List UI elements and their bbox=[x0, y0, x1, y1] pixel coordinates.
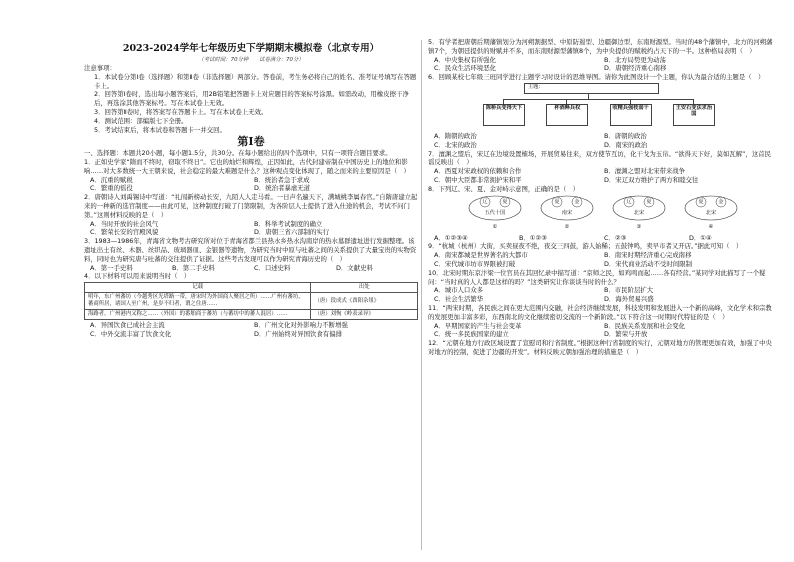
question bbox=[84, 158, 418, 193]
option: B．民族关系发展和社会变化 bbox=[604, 321, 686, 330]
ring-number: ① bbox=[492, 223, 498, 230]
options-grid bbox=[428, 132, 774, 150]
question bbox=[428, 242, 774, 268]
ring-number: ④ bbox=[708, 223, 714, 230]
question-stem: 2．唐朝诗人刘禹锡诗中写道：“礼闱新榜动长安，九陌人人走马看。一日声名遍天下，满城桃李属春官。”自隋唐建立起来的一种新的选官制度——由此可见，这种制度打破了门第限制，为各阶层人士提供了进入仕途的机会，考试不问门第。”这则材料反映的是（ ） bbox=[84, 193, 418, 219]
option: B．①②③ bbox=[519, 233, 547, 242]
notes-heading: 注意事项： bbox=[84, 64, 116, 72]
options-grid bbox=[84, 220, 418, 238]
option: A．①②③④ bbox=[434, 233, 468, 242]
confrontation-diagram bbox=[684, 195, 738, 221]
option: A．隋朝的政治 bbox=[434, 131, 477, 140]
ring-label-top-left: 辽 bbox=[482, 198, 488, 205]
confrontation-diagrams bbox=[428, 195, 774, 233]
option: C．②③ bbox=[604, 233, 627, 242]
options-grid bbox=[428, 56, 774, 74]
option: D．海外贸易兴盛 bbox=[604, 295, 654, 304]
notes-item: 2．回答第Ⅰ卷时，选出每小题答案后，用2B铅笔把答题卡上对应题目的答案标号涂黑。如需改动，用橡皮擦干净后，再选涂其他答案标号。写在本试卷上无效。 bbox=[94, 90, 409, 108]
option: A．沉重的赋税 bbox=[90, 175, 133, 184]
question-stem: 4．以下材料可以用来说明当时（ ） bbox=[84, 272, 191, 281]
exam-title: 2023-2024学年七年级历史下学期期末模拟卷（北京专用） bbox=[122, 43, 380, 54]
question-stem: 1．正如史学家“隋而不终时，窃取不终日”。它也的灿烂和辉煌，正因如此，古代封建帝制在中国历史上的地位和影响……对大多数统一大王朝来说，社会稳定的最大难题是什么？这种观点变化体现了，随之而来的主要原因是（ ） bbox=[84, 157, 410, 175]
question bbox=[428, 269, 774, 304]
questions-right bbox=[428, 38, 774, 357]
mind-map-diagram bbox=[428, 83, 774, 131]
ring-label-top-right: 金 bbox=[574, 198, 580, 205]
option: A．西夏对宋政权的依赖和合作 bbox=[434, 167, 522, 176]
question-stem: 10．北宋时期东京汴梁一位官员在其回忆录中描写道：“京师之民，如鸡鸣而起……各有经营。”某同学对此描写了一个疑问：“当时真的人人都是这样的吗？”这类研究让你谈谈当时的什么？ bbox=[428, 268, 766, 286]
options-grid bbox=[428, 167, 774, 185]
table-cell: （唐）段成式《酉阳杂俎》 bbox=[311, 293, 418, 310]
question-stem: 8．下列辽、宋、夏、金对峙示意图，正确的是（ ） bbox=[428, 184, 580, 193]
ring-number: ③ bbox=[636, 223, 642, 230]
mind-map-leaf: 陈桥兵变得天下 bbox=[483, 104, 525, 126]
option: A．中央集权有所强化 bbox=[434, 55, 496, 64]
section-intro: 一、选择题：本题共20小题，每小题1.5分，共30分。在每小题给出的四个选项中，只有一项符合题目要求。 bbox=[84, 149, 392, 158]
option: D．宋代商业活动不受时间限制 bbox=[604, 259, 692, 268]
juan-title: 第Ⅰ卷 bbox=[237, 135, 265, 149]
notes-item: 4．测试范围：部编版七下全册。 bbox=[94, 116, 188, 125]
option: C．宋代城市坊市界限被打破 bbox=[434, 259, 516, 268]
options-grid bbox=[84, 321, 418, 339]
option: A．早期国家的产生与社会变革 bbox=[434, 321, 522, 330]
table-cell: （唐）刘恂《岭表录异》 bbox=[311, 310, 418, 320]
question bbox=[428, 339, 774, 357]
option: A．异国饮食已成社会主流 bbox=[90, 321, 165, 330]
question bbox=[428, 185, 774, 243]
ring-label-top-right: 夏 bbox=[502, 198, 508, 205]
table-cell: 明年，东广州蕃坊（今越秀区光塔路一带，唐宋时为外国商人聚居之所）……广州有蕃坊，蕃商所居，诸国人至广州，是岁不归者，谓之住唐…… bbox=[85, 293, 311, 310]
ring-label-top-left: 夏 bbox=[554, 198, 560, 205]
option: B．第二手史料 bbox=[172, 263, 215, 272]
question-stem: 12．“元朝在地方行政区域设置了宣慰司和行省制度。”根据这种行省制度的实行，元朝对地方的管理更加有效，加强了中央对地方的控制，促进了边疆的开发”。材料反映元朝加强治理的措施是（ ） bbox=[428, 339, 772, 356]
options-row bbox=[84, 264, 418, 273]
option: C．民众生活环境恶化 bbox=[434, 64, 496, 73]
question bbox=[428, 304, 774, 339]
source-table bbox=[84, 282, 418, 320]
ring-label-top-left: 辽 bbox=[626, 198, 632, 205]
option: D．繁荣与开放 bbox=[604, 330, 648, 339]
mind-map-leaf: 收精兵强枝弱干 bbox=[610, 104, 652, 126]
exam-subtitle: （考试时间：70分钟 试卷满分：70分） bbox=[198, 57, 304, 63]
question bbox=[428, 150, 774, 185]
notes-item: 3．回答第Ⅱ卷时，将答案写在答题卡上。写在本试卷上无效。 bbox=[94, 107, 268, 116]
option: B．科举考试制度的确立 bbox=[254, 219, 323, 228]
option: D．①④ bbox=[689, 233, 712, 242]
ring-label-bottom: 北宋 bbox=[633, 209, 645, 216]
options-grid bbox=[428, 286, 774, 304]
option: B．北方局势更为动荡 bbox=[604, 55, 666, 64]
table-row bbox=[85, 310, 418, 320]
mind-map-root: 主题： bbox=[524, 83, 659, 94]
ring-number: ② bbox=[564, 223, 570, 230]
question bbox=[84, 193, 418, 237]
mind-map-leaf: 王安石变法求治国 bbox=[673, 104, 715, 126]
option: C．中外交流丰富了饮食文化 bbox=[90, 329, 172, 338]
ring-label-top-left: 夏 bbox=[698, 198, 704, 205]
table-header-cell: 出处 bbox=[311, 283, 418, 293]
column-divider bbox=[421, 40, 422, 550]
option: C．口述史料 bbox=[254, 263, 291, 272]
option: B．澶渊之盟对北宋带来战争 bbox=[604, 167, 686, 176]
options-grid bbox=[428, 322, 774, 340]
option: C．朝中大臣都非常拥护宋和平 bbox=[434, 175, 522, 184]
question-stem: 6．回顾某校七年级三班同学进行主题学习时设计的思维导图。请你为此图设计一个主题，你认为最合适的主题是（ ） bbox=[428, 73, 765, 82]
right-column bbox=[428, 38, 774, 357]
ring-label-bottom: 南宋 bbox=[561, 209, 573, 216]
question bbox=[84, 272, 418, 338]
question bbox=[428, 73, 774, 149]
option: A．第一手史料 bbox=[90, 263, 133, 272]
option: D．唐朝经济重心南移 bbox=[604, 64, 667, 73]
connector-line bbox=[503, 99, 693, 100]
ring-label-top-right: 夏 bbox=[646, 198, 652, 205]
option: C．繁荣长安的宫殿风貌 bbox=[90, 228, 159, 237]
option: D．统治者暴虐无道 bbox=[254, 184, 311, 193]
option: C．北宋的政治 bbox=[434, 140, 477, 149]
question-stem: 11．“两宋时期，各民族之间在更大范围内交融，社会经济继续发展，科技发明和发展进入一个新的高峰，文化学术和宗教的发展更加丰富多彩，东西南北的文化继续密切交流的一个新阶段。”以下符合这一时期时代特征的是（ ） bbox=[428, 303, 772, 321]
questions-left bbox=[84, 158, 418, 339]
option: B．唐朝的政治 bbox=[604, 131, 647, 140]
confrontation-diagram bbox=[468, 195, 522, 221]
option: C．统一多民族国家的建立 bbox=[434, 330, 509, 339]
notes-item: 5．考试结束后，将本试卷和答题卡一并交回。 bbox=[94, 125, 226, 134]
ring-label-bottom: 五代十国 bbox=[484, 209, 506, 216]
option: C．繁重的徭役 bbox=[90, 184, 133, 193]
option: D．南宋的政治 bbox=[604, 140, 648, 149]
ring-label-bottom: 北宋 bbox=[705, 209, 717, 216]
confrontation-diagram bbox=[612, 195, 666, 221]
question-stem: 9．“杭城（杭州）大街，买卖昼夜不绝，夜交三四鼓，游人始稀；五鼓钟鸣，卖早市者又开店。”据此可知（ ） bbox=[428, 242, 743, 251]
mind-map-leaf: 杯酒释兵权 bbox=[546, 104, 588, 126]
option: D．宋辽双方维护了两方和睦交往 bbox=[604, 175, 699, 184]
option: A．南宋都城是世界著名的大都市 bbox=[434, 251, 528, 260]
option: A．当时开放的社会风气 bbox=[90, 219, 159, 228]
option: B．广州文化对外影响力不断增强 bbox=[254, 321, 348, 330]
options-grid bbox=[84, 176, 418, 194]
confrontation-diagram bbox=[540, 195, 594, 221]
question-stem: 5．有学者把唐朝后期藩镇划分为河朔割据型、中原防遏型、边疆御边型、东南财源型。当时的48个藩镇中，北方的河朔藩镇7个，为朝廷提供的财赋并不多，而东南财源型藩镇8个，为中央提供的赋税约占天下的一半。这种格局表明（ ） bbox=[428, 38, 773, 55]
option: B．市民阶层扩大 bbox=[604, 286, 654, 295]
option: C．社会生活繁华 bbox=[434, 295, 484, 304]
option: B．统治者急于求成 bbox=[254, 175, 310, 184]
option: D．广州始终对异国饮食有偏排 bbox=[254, 329, 342, 338]
notes-item: 1．本试卷分第Ⅰ卷（选择题）和第Ⅱ卷（非选择题）两部分。答卷前，考生务必将自己的姓名、准考证号填写在答题卡上。 bbox=[94, 72, 417, 90]
table-cell: 海路者，广州港内又称之……（外国）的番舶商于蕃坊（与蕃坊中的蕃人混居）…… bbox=[85, 310, 311, 320]
option: D．文献史料 bbox=[336, 263, 373, 272]
question bbox=[428, 38, 774, 73]
notes-list bbox=[84, 73, 418, 135]
option: D．唐朝三省六部制的实行 bbox=[254, 228, 330, 237]
ring-label-top-right: 金 bbox=[718, 198, 724, 205]
option: B．南宋时期经济重心完成南移 bbox=[604, 251, 692, 260]
options-grid bbox=[428, 251, 774, 269]
table-row bbox=[85, 293, 418, 310]
question-stem: 7．澶渊之盟后，宋辽在边境设置榷场，开展贸易往来，双方使节互访，化干戈为玉帛。“欲得天下好，莫如瓦解”，这首民谣反映出（ ） bbox=[428, 149, 771, 167]
left-column bbox=[84, 64, 418, 339]
option: A．城市人口众多 bbox=[434, 286, 484, 295]
question bbox=[84, 237, 418, 272]
table-header-cell: 记载 bbox=[85, 283, 311, 293]
question-stem: 3．1983—1986年，青海省文物考古研究所对位于青海省都兰县热水乡热水沟南岸的热水墓群遗址进行发掘整理。该遗址出土有丝、木器、丝织品、玻璃器皿、金银器等遗物，为研究当时中原与吐蕃之间的关系提供了大量宝贵的实物资料，同时也为研究唐与吐蕃的交往提供了证据。这些考古发现可以作为研究青海历史的（ ） bbox=[84, 237, 417, 263]
